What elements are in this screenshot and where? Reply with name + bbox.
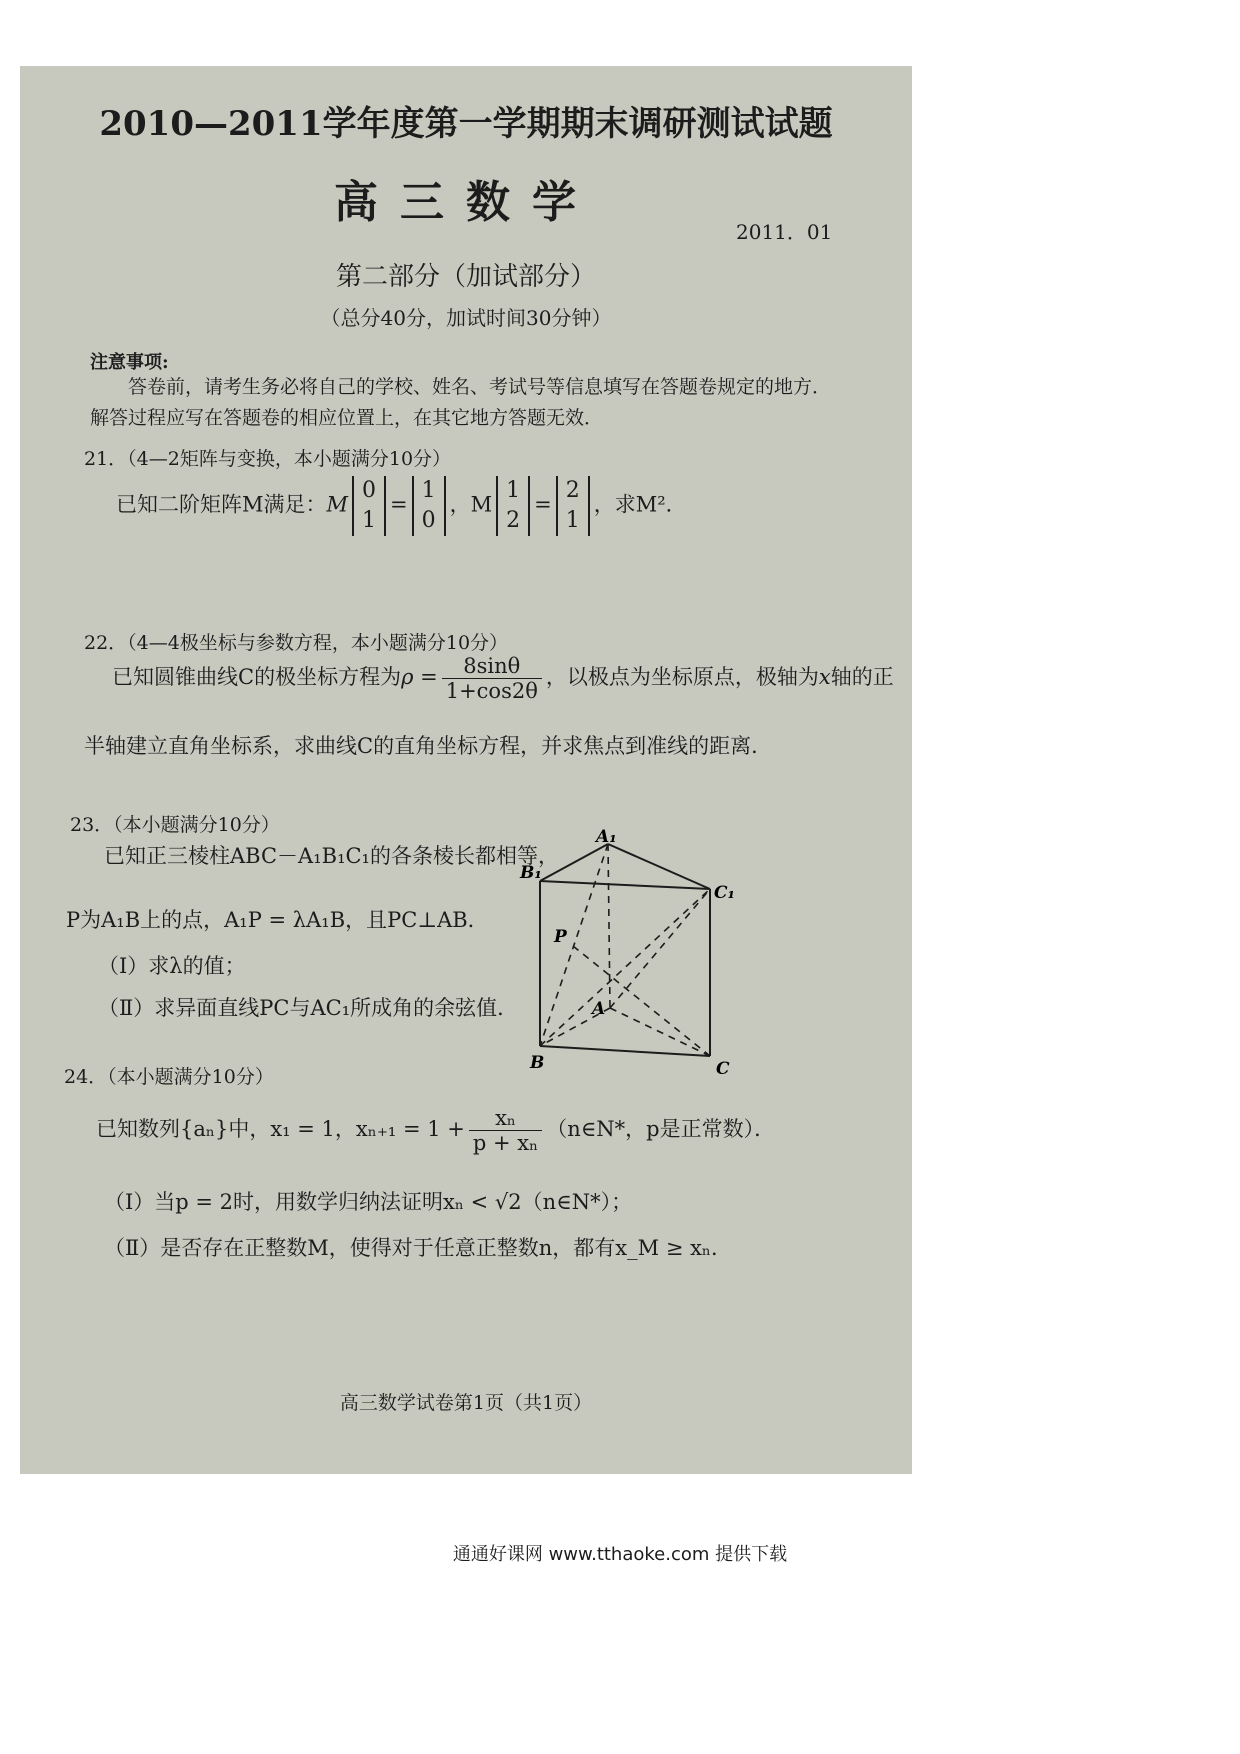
q21-vector-2: 1 2 <box>496 476 530 536</box>
q24-fraction: $\frac{\text{xₙ}}{\text{p + xₙ}}$ <box>469 1106 542 1155</box>
q21-result-2: 2 1 <box>556 476 590 536</box>
notice-body: 答卷前，请考生务必将自己的学校、姓名、考试号等信息填写在答题卷规定的地方．解答过程应写在答题卷的相应位置上，在其它地方答题无效． <box>90 376 832 429</box>
page-footer: 高三数学试卷第1页（共1页） <box>339 1392 593 1414</box>
q21-lead: 已知二阶矩阵M满足： <box>116 492 327 517</box>
edge-b1-c1 <box>540 881 710 889</box>
q21-m: M <box>326 492 349 517</box>
q21-body: 已知二阶矩阵M满足：M0 1=1 0，M1 2=2 1，求M²． <box>116 476 687 536</box>
q24-header: 24．（本小题满分10分） <box>64 1066 274 1088</box>
q24-part1: （Ⅰ）当p = 2时，用数学归纳法证明xₙ < √2（n∈N*）； <box>104 1190 633 1214</box>
edge-a-c1 <box>610 889 710 1008</box>
label-a: A <box>592 999 606 1019</box>
label-c1: C₁ <box>714 883 735 903</box>
exam-date: 2011．01 <box>736 220 833 244</box>
q23-header: 23．（本小题满分10分） <box>70 814 280 836</box>
q24-body: 已知数列{aₙ}中，x₁ = 1，xₙ₊₁ = 1 + $\frac{\text{xₙ}}{\text{p + xₙ}}$ （n∈N*，p是正常数）． <box>96 1106 776 1155</box>
prism-hidden-edges <box>540 844 710 1056</box>
q22-line2: 半轴建立直角坐标系，求曲线C的直角坐标方程，并求焦点到准线的距离． <box>84 734 773 758</box>
q22-fraction: $\frac{8\sin\theta}{1+\cos 2\theta}$ <box>442 654 542 703</box>
q21-sep: ，M <box>449 492 493 517</box>
notice-heading: 注意事项: <box>90 352 169 373</box>
q24-part2: （Ⅱ）是否存在正整数M，使得对于任意正整数n，都有x_M ≥ xₙ． <box>104 1236 733 1260</box>
edge-a-c <box>610 1008 710 1056</box>
score-info: （总分40分，加试时间30分钟） <box>320 306 612 330</box>
label-c: C <box>716 1059 730 1079</box>
edge-b-c <box>540 1046 710 1056</box>
exam-title: 2010—2011学年度第一学期期末调研测试试题 <box>99 104 833 144</box>
q22-rho: ρ = <box>401 665 438 689</box>
label-b: B <box>530 1053 545 1073</box>
q23-line1: 已知正三棱柱ABC－A₁B₁C₁的各条棱长都相等， <box>104 844 559 868</box>
q21-ask: ，求M²． <box>593 492 687 517</box>
edge-a1-b1 <box>540 844 608 881</box>
q23-part2: （Ⅱ）求异面直线PC与AC₁所成角的余弦值． <box>98 996 519 1020</box>
edge-b-c1 <box>540 889 710 1046</box>
q21-vector-1: 0 1 <box>352 476 386 536</box>
label-b1: B₁ <box>520 863 542 883</box>
q21-header: 21．（4—2矩阵与变换，本小题满分10分） <box>84 448 452 470</box>
q23-part1: （Ⅰ）求λ的值； <box>98 954 246 978</box>
label-a1: A₁ <box>596 827 617 847</box>
site-footer: 通通好课网 www.tthaoke.com 提供下载 <box>452 1544 788 1565</box>
label-p: P <box>554 927 567 947</box>
prism-figure <box>520 827 810 1096</box>
q23-line2: P为A₁B上的点，A₁P = λA₁B，且PC⊥AB． <box>66 908 489 932</box>
exam-photo <box>20 66 912 1474</box>
q21-result-1: 1 0 <box>412 476 446 536</box>
edge-a1-c1 <box>608 844 710 889</box>
part-title: 第二部分（加试部分） <box>335 262 596 292</box>
q22-header: 22．（4—4极坐标与参数方程，本小题满分10分） <box>84 632 509 654</box>
q22-line1: 已知圆锥曲线C的极坐标方程为ρ = $\frac{8\sin\theta}{1+\cos 2\theta}$ ，以极点为坐标原点，极轴为x轴的正 <box>112 654 894 703</box>
exam-subject: 高三数学 <box>334 177 598 228</box>
prism-solid-edges <box>540 844 710 1056</box>
